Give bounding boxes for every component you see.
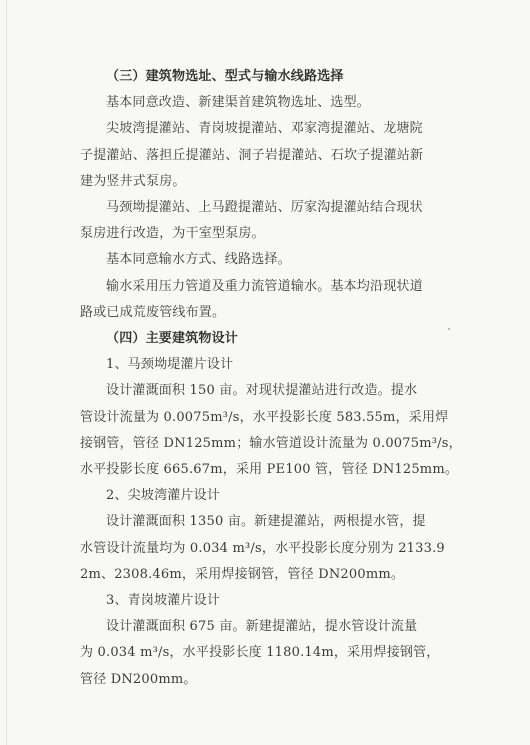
text-line: 尖坡湾提灌站、青岗坡提灌站、邓家湾提灌站、龙塘院 [106,121,423,137]
text-line: 管设计流量为 0.0075m³/s，水平投影长度 583.55m，采用焊 [80,409,449,425]
text-line: 建为竖井式泵房。 [80,173,186,189]
text-line: 马颈坳提灌站、上马蹬提灌站、厉家沟提灌站结合现状 [106,200,423,216]
paragraph-renovation [80,195,464,247]
subsection-body-3 [80,614,464,693]
subsection-body-1 [80,378,464,483]
subsection-title-2: 2、尖坡湾灌片设计 [106,488,221,504]
section-heading-4: （四）主要建筑物设计 [106,331,239,347]
text-line: 接钢管，管径 DN125mm；输水管道设计流量为 0.0075m³/s， [80,435,462,451]
text-line: 2m、2308.46m，采用焊接钢管，管径 DN200mm。 [80,566,405,582]
subsection-title-3: 3、青岗坡灌片设计 [106,593,221,609]
section-heading-3: （三）建筑物选址、型式与输水线路选择 [106,69,344,84]
text-line: 管径 DN200mm。 [80,671,197,687]
text-line: 水管设计流量均为 0.034 m³/s，水平投影长度分别为 2133.9 [80,540,445,556]
text-line: 设计灌溉面积 675 亩。新建提灌站，提水管设计流量 [106,619,418,635]
paragraph-pipelines [80,274,464,326]
text-line: 设计灌溉面积 150 亩。对现状提灌站进行改造。提水 [106,383,418,399]
text-line: 子提灌站、落担丘提灌站、洞子岩提灌站、石坎子提灌站新 [80,147,424,163]
text-line: 水平投影长度 665.67m，采用 PE100 管，管径 DN125mm。 [80,462,459,478]
document-body [80,64,464,693]
text-line: 设计灌溉面积 1350 亩。新建提灌站，两根提水管，提 [106,514,426,530]
subsection-title-1: 1、马颈坳堤灌片设计 [106,357,234,373]
subsection-body-2 [80,509,464,588]
paragraph-selection: 基本同意改造、新建渠首建筑物选址、选型。 [106,95,371,111]
page-edge-line [6,0,7,745]
paragraph-route: 基本同意输水方式、线路选择。 [106,252,291,268]
text-line: 路或已成荒废管线布置。 [80,304,226,320]
text-line: 为 0.034 m³/s，水平投影长度 1180.14m，采用焊接钢管， [80,645,440,661]
paragraph-shaft-pump-houses [80,116,464,195]
text-line: 泵房进行改造，为干室型泵房。 [80,226,265,242]
text-line: 输水采用压力管道及重力流管道输水。基本均沿现状道 [106,278,423,294]
